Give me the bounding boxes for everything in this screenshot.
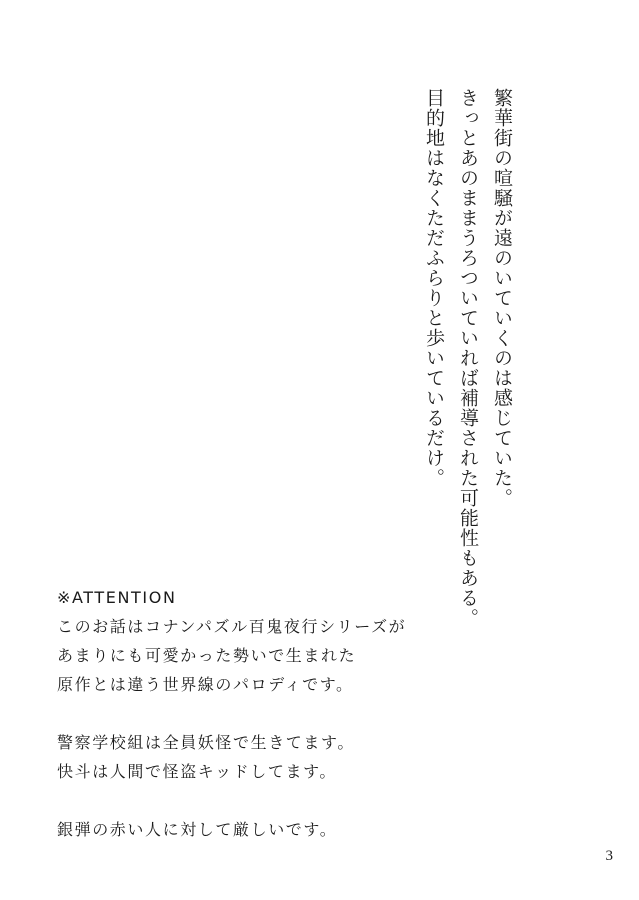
notes-line: 銀弾の赤い人に対して厳しいです。 xyxy=(57,820,338,839)
notes-line: あまりにも可愛かった勢いで生まれた xyxy=(57,646,357,665)
attention-notes xyxy=(57,583,617,873)
prose-line-2: きっとあのままうろついていれば補導された可能性もある。 xyxy=(457,88,479,628)
notes-line: 原作とは違う世界線のパロディです。 xyxy=(57,675,354,694)
vertical-prose xyxy=(391,88,519,628)
notes-paragraph-2 xyxy=(57,728,617,786)
attention-heading: ※ATTENTION xyxy=(57,588,177,607)
notes-paragraph-3 xyxy=(57,815,617,844)
page-number: 3 xyxy=(605,848,613,864)
prose-line-1: 繁華街の喧騒が遠のいていくのは感じていた。 xyxy=(491,88,513,508)
notes-line: 警察学校組は全員妖怪で生きてます。 xyxy=(57,733,355,752)
prose-line-3: 目的地はなくただふらりと歩いているだけ。 xyxy=(423,88,445,488)
notes-line: このお話はコナンパズル百鬼夜行シリーズが xyxy=(57,617,407,636)
notes-line: 快斗は人間で怪盗キッドしてます。 xyxy=(57,762,338,781)
notes-paragraph-1 xyxy=(57,612,617,699)
